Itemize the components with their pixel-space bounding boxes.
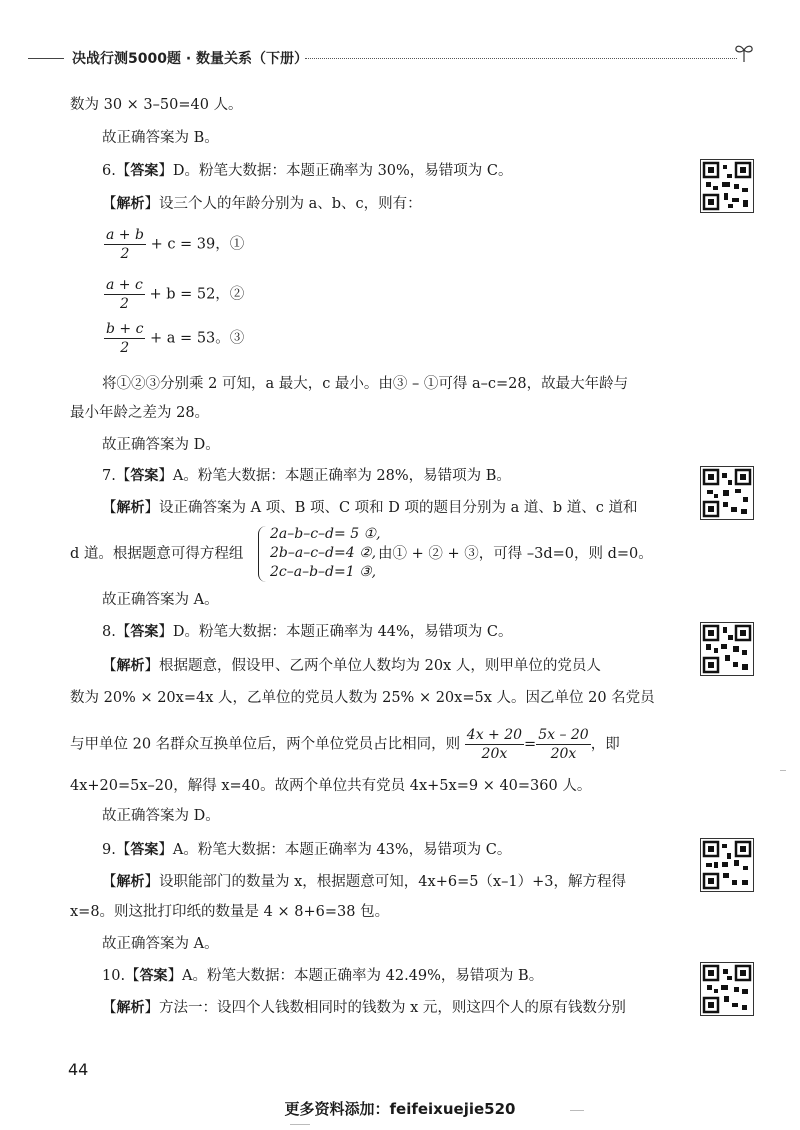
qr-icon [701, 160, 753, 212]
fraction [104, 226, 146, 263]
analysis-text: 】设三个人的年龄分别为 a、b、c，则有： [144, 196, 422, 212]
equation-3 [104, 320, 244, 360]
fraction [465, 726, 524, 763]
answer-text: 】D。粉笔大数据：本题正确率为 30%，易错项为 C。 [158, 163, 513, 179]
denominator: 20x [550, 746, 577, 762]
text-segment: ，即 [590, 736, 620, 753]
equation-1 [104, 226, 244, 266]
analysis-line-q6 [102, 194, 422, 214]
equals-sign: = [524, 736, 537, 753]
answer-tag: 答案 [130, 624, 159, 640]
answer-conclusion: 故正确答案为 D。 [102, 808, 220, 824]
bracket-open: 【 [102, 658, 117, 674]
numerator: a + b [106, 227, 144, 243]
system-row: 2c–a–b–d=1 ③, [270, 564, 377, 580]
bracket-open: 【 [102, 1000, 117, 1016]
question-number: 10.【 [102, 968, 140, 984]
answer-conclusion: 故正确答案为 D。 [102, 437, 220, 453]
text-line: 4x+20=5x–20，解得 x=40。故两个单位共有党员 4x+5x=9 × 40=360 人。 [70, 778, 592, 794]
denominator: 2 [120, 340, 130, 356]
qr-code-q10[interactable] [700, 962, 754, 1016]
analysis-tag: 解析 [116, 658, 145, 674]
numerator: 5x – 20 [538, 727, 589, 743]
scan-speck [570, 1110, 584, 1111]
denominator: 20x [481, 746, 508, 762]
qr-code-q6[interactable] [700, 159, 754, 213]
numerator: a + c [106, 277, 143, 293]
analysis-line-q9 [102, 872, 626, 892]
answer-line-q8 [102, 622, 513, 642]
qr-code-q8[interactable] [700, 622, 754, 676]
bracket-open: 【 [102, 500, 117, 516]
qr-icon [701, 623, 753, 675]
footer-note: 更多资料添加：feifeixuejie520 [284, 1100, 516, 1118]
denominator: 2 [119, 296, 129, 312]
question-number: 6.【 [102, 163, 131, 179]
analysis-text: 】方法一：设四个人钱数相同时的钱数为 x 元，则这四个人的原有钱数分别 [144, 1000, 626, 1016]
system-lead: d 道。根据题意可得方程组 [70, 546, 244, 562]
brace [258, 526, 267, 582]
text-line-with-fractions [70, 726, 620, 766]
answer-tag: 答案 [130, 842, 159, 858]
question-number: 7.【 [102, 468, 131, 484]
answer-tag: 答案 [130, 163, 159, 179]
analysis-tag: 解析 [116, 874, 145, 890]
answer-line-q9 [102, 840, 511, 860]
analysis-line-q10 [102, 998, 626, 1018]
qr-code-q7[interactable] [700, 466, 754, 520]
system-row: 2a–b–c–d= 5 ①, [270, 526, 381, 542]
analysis-text: 】根据题意，假设甲、乙两个单位人数均为 20x 人，则甲单位的党员人 [144, 658, 601, 674]
answer-conclusion: 故正确答案为 B。 [102, 130, 219, 146]
header-rule-right [305, 58, 737, 59]
fraction [536, 726, 591, 763]
text-segment: 与甲单位 20 名群众互换单位后，两个单位党员占比相同，则 [70, 736, 461, 753]
numerator: b + c [106, 321, 144, 337]
numerator: 4x + 20 [466, 727, 523, 743]
analysis-line-q7 [102, 498, 637, 518]
text-line: 数为 20% × 20x=4x 人，乙单位的党员人数为 25% × 20x=5x 人。因乙单位 20 名党员 [70, 690, 655, 706]
equation-rest: + b = 52，② [149, 286, 245, 303]
analysis-text: 】设正确答案为 A 项、B 项、C 项和 D 项的题目分别为 a 道、b 道、c 道和 [144, 500, 638, 516]
text-line: 将①②③分别乘 2 可知，a 最大，c 最小。由③ – ①可得 a–c=28，故最大年龄与 [102, 376, 629, 392]
answer-tag: 答案 [139, 968, 168, 984]
answer-text: 】A。粉笔大数据：本题正确率为 42.49%，易错项为 B。 [167, 968, 544, 984]
answer-conclusion: 故正确答案为 A。 [102, 592, 219, 608]
question-number: 9.【 [102, 842, 131, 858]
qr-icon [701, 963, 753, 1015]
fraction [104, 320, 145, 357]
bracket-open: 【 [102, 874, 117, 890]
header-rule-left [28, 58, 64, 59]
question-number: 8.【 [102, 624, 131, 640]
equation-2 [104, 276, 244, 316]
bracket-open: 【 [102, 196, 117, 212]
denominator: 2 [120, 246, 130, 262]
analysis-tag: 解析 [116, 196, 145, 212]
text-line: x=8。则这批打印纸的数量是 4 × 8+6=38 包。 [70, 904, 390, 920]
equation-rest: + c = 39，① [150, 236, 245, 253]
answer-conclusion: 故正确答案为 A。 [102, 936, 219, 952]
qr-code-q9[interactable] [700, 838, 754, 892]
header-title: 决战行测5000题 · 数量关系（下册） [72, 51, 309, 67]
answer-text: 】D。粉笔大数据：本题正确率为 44%，易错项为 C。 [158, 624, 513, 640]
answer-tag: 答案 [130, 468, 159, 484]
analysis-tag: 解析 [116, 1000, 145, 1016]
page-number: 44 [68, 1060, 89, 1079]
answer-line-q10 [102, 966, 543, 986]
analysis-tag: 解析 [116, 500, 145, 516]
system-row: 2b–a–c–d=4 ②, [270, 545, 377, 561]
analysis-line-q8 [102, 656, 601, 676]
scan-speck [290, 1124, 310, 1125]
text-line: 最小年龄之差为 28。 [70, 405, 210, 421]
sprout-icon [732, 40, 756, 64]
answer-line-q6 [102, 161, 513, 181]
page-header [0, 38, 800, 78]
fraction [104, 276, 145, 313]
qr-icon [701, 467, 753, 519]
answer-text: 】A。粉笔大数据：本题正确率为 28%，易错项为 B。 [158, 468, 511, 484]
text-line: 数为 30 × 3–50=40 人。 [70, 97, 243, 113]
answer-line-q7 [102, 466, 511, 486]
answer-text: 】A。粉笔大数据：本题正确率为 43%，易错项为 C。 [158, 842, 512, 858]
system-tail: 由① + ② + ③，可得 –3d=0，则 d=0。 [378, 546, 653, 562]
qr-icon [701, 839, 753, 891]
equation-rest: + a = 53。③ [150, 330, 245, 347]
analysis-text: 】设职能部门的数量为 x，根据题意可知，4x+6=5（x–1）+3，解方程得 [144, 874, 626, 890]
scan-speck [780, 770, 786, 771]
